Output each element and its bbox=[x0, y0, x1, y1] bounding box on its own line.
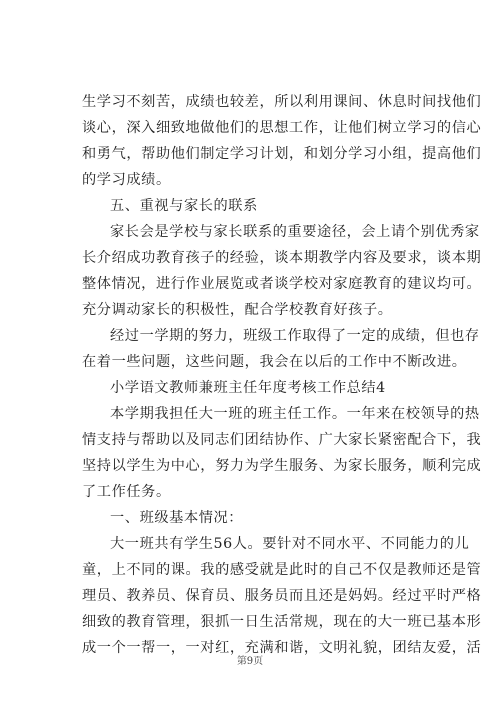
body-line: 理员、教养员、保育员、服务员而且还是妈妈。经过平时严格 bbox=[82, 588, 482, 604]
body-line: 充分调动家长的积极性，配合学校教育好孩子。 bbox=[82, 302, 393, 318]
body-line: 的学习成绩。 bbox=[82, 172, 171, 188]
body-line: 大一班共有学生56人。要针对不同水平、不同能力的儿 bbox=[110, 536, 470, 552]
body-line: 经过一学期的努力，班级工作取得了一定的成绩，但也存 bbox=[110, 328, 480, 344]
body-line: 了工作任务。 bbox=[82, 484, 171, 500]
body-line: 成一个一帮一，一对红，充满和谐，文明礼貌，团结友爱，活 bbox=[82, 640, 482, 656]
body-line: 谈心，深入细致地做他们的思想工作，让他们树立学习的信心 bbox=[82, 120, 482, 136]
body-line: 和勇气，帮助他们制定学习计划，和划分学习小组，提高他们 bbox=[82, 146, 482, 162]
body-line: 在着一些问题，这些问题，我会在以后的工作中不断改进。 bbox=[82, 354, 467, 370]
section-heading: 一、班级基本情况： bbox=[110, 510, 244, 526]
body-line: 家长会是学校与家长联系的重要途径，会上请个别优秀家 bbox=[110, 224, 480, 240]
article-title: 小学语文教师兼班主任年度考核工作总结4 bbox=[110, 380, 386, 396]
body-line: 细致的教育管理，狠抓一日生活常规，现在的大一班已基本形 bbox=[82, 614, 482, 630]
page-number: 第9页 bbox=[236, 656, 264, 667]
body-line: 情支持与帮助以及同志们团结协作、广大家长紧密配合下，我 bbox=[82, 432, 482, 448]
body-line: 生学习不刻苦，成绩也较差，所以利用课间、休息时间找他们 bbox=[82, 94, 482, 110]
body-line: 长介绍成功教育孩子的经验，谈本期教学内容及要求，谈本期 bbox=[82, 250, 482, 266]
body-line: 本学期我担任大一班的班主任工作。一年来在校领导的热 bbox=[110, 406, 480, 422]
body-line: 坚持以学生为中心，努力为学生服务、为家长服务，顺利完成 bbox=[82, 458, 482, 474]
section-heading: 五、重视与家长的联系 bbox=[110, 198, 258, 214]
body-line: 童，上不同的课。我的感受就是此时的自己不仅是教师还是管 bbox=[82, 562, 482, 578]
body-line: 整体情况，进行作业展览或者谈学校对家庭教育的建议均可。 bbox=[82, 276, 482, 292]
